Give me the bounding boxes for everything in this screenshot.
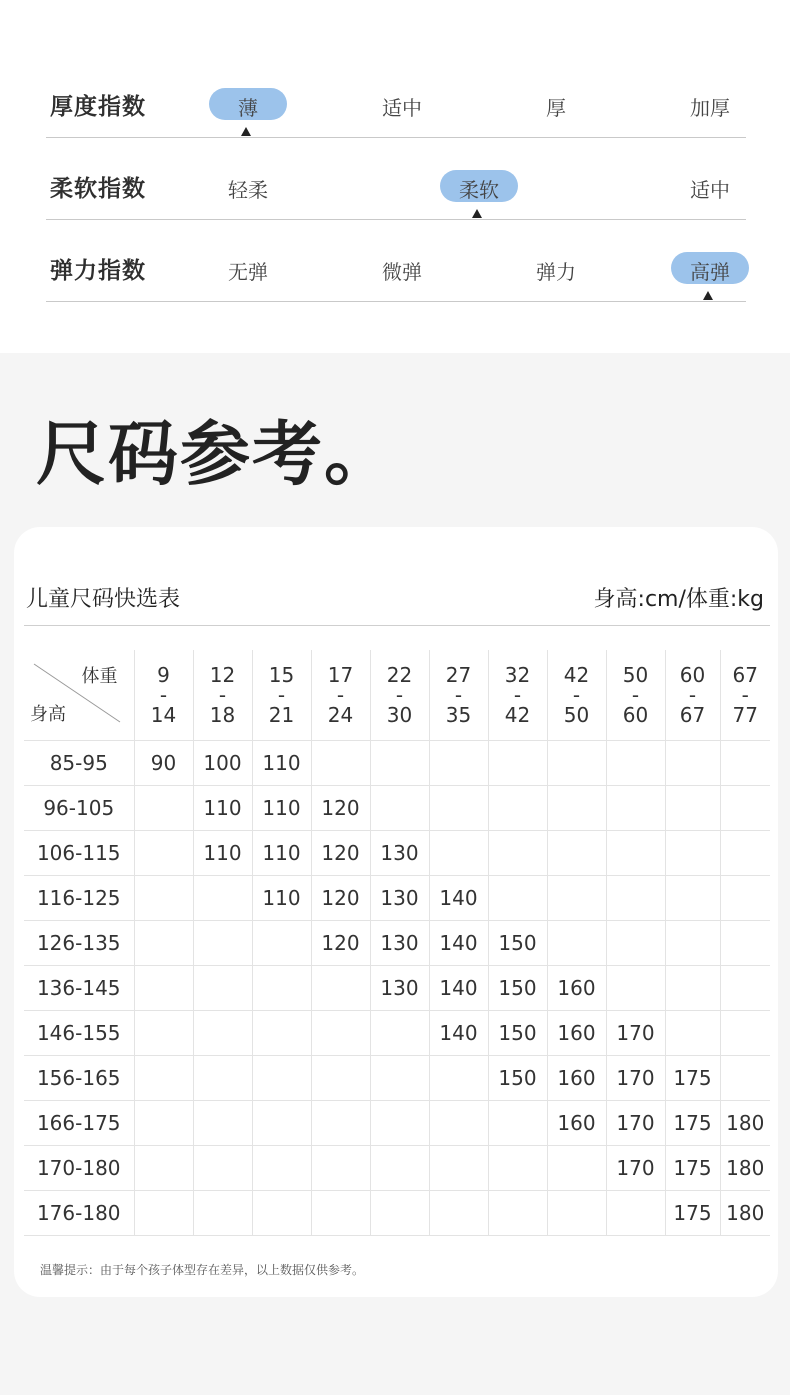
size-chart-title: 儿童尺码快选表 [26,587,181,612]
table-row [24,786,770,831]
size-cell [606,876,665,921]
size-cell [488,1101,547,1146]
option-label: 高弹 [690,260,730,284]
table-row [24,876,770,921]
size-cell: 120 [311,921,370,966]
size-cell [429,831,488,876]
size-cell: 110 [193,786,252,831]
size-cell [606,786,665,831]
size-cell [720,1056,770,1101]
size-cell [193,1191,252,1236]
size-cell [134,876,193,921]
size-cell [665,921,720,966]
weight-range-sep: - [336,683,345,707]
index-title: 柔软指数 [50,176,146,202]
weight-range-header [311,650,370,741]
index-title: 弹力指数 [50,258,146,284]
size-cell [193,1056,252,1101]
size-cell [311,1146,370,1191]
size-cell [370,1056,429,1101]
weight-range-to: 42 [504,703,531,727]
size-cell: 150 [488,921,547,966]
units-label: 身高:cm/体重:kg [593,587,764,612]
option-label: 加厚 [690,96,730,120]
size-cell [193,1011,252,1056]
size-cell [665,1011,720,1056]
weight-range-sep: - [631,683,640,707]
size-cell [547,1146,606,1191]
weight-range-sep: - [218,683,227,707]
size-cell: 140 [429,966,488,1011]
size-cell [720,786,770,831]
size-cell: 170 [606,1011,665,1056]
size-cell [193,966,252,1011]
height-range-cell: 166-175 [24,1101,134,1146]
size-cell [252,921,311,966]
weight-range-from: 60 [679,663,706,687]
size-cell [665,966,720,1011]
table-row [24,921,770,966]
size-cell [370,741,429,786]
size-cell [252,1146,311,1191]
weight-range-from: 42 [563,663,590,687]
size-cell [606,741,665,786]
size-cell [193,876,252,921]
option-label: 轻柔 [228,178,268,202]
weight-range-from: 67 [732,663,758,687]
size-cell: 110 [252,876,311,921]
size-cell: 180 [720,1101,770,1146]
table-row [24,966,770,1011]
size-cell [311,1101,370,1146]
size-cell [488,1191,547,1236]
size-cell [429,741,488,786]
size-cell: 160 [547,1101,606,1146]
weight-range-header [720,650,770,741]
size-cell [134,1101,193,1146]
weight-range-from: 50 [622,663,649,687]
thickness-index-row [46,72,746,154]
size-cell [370,1191,429,1236]
size-cell [665,876,720,921]
size-cell [606,1191,665,1236]
row-divider [46,137,746,138]
weight-range-to: 14 [150,703,177,727]
size-cell [429,1146,488,1191]
size-cell: 120 [311,876,370,921]
weight-range-sep: - [572,683,581,707]
size-cell: 140 [429,921,488,966]
weight-range-to: 24 [327,703,354,727]
option-label: 微弹 [382,260,422,284]
option-label: 适中 [382,96,422,120]
size-cell [547,741,606,786]
size-cell [311,1191,370,1236]
size-cell: 150 [488,1011,547,1056]
option-label: 无弹 [228,260,268,284]
size-cell [311,966,370,1011]
weight-range-sep: - [513,683,522,707]
weight-range-from: 15 [268,663,295,687]
size-cell [134,1056,193,1101]
size-cell [134,1011,193,1056]
size-cell [720,1011,770,1056]
size-cell [720,966,770,1011]
size-reference-heading: 尺码参考。 [36,413,396,495]
size-cell: 170 [606,1056,665,1101]
diagonal-divider-icon [24,650,134,740]
weight-range-to: 77 [732,703,758,727]
size-cell [429,1056,488,1101]
size-cell [547,786,606,831]
indicator-triangle-icon [703,291,713,300]
table-row [24,1146,770,1191]
size-cell [547,921,606,966]
size-cell [370,1011,429,1056]
weight-range-header [547,650,606,741]
size-cell [488,876,547,921]
size-cell: 100 [193,741,252,786]
size-cell: 175 [665,1101,720,1146]
height-range-cell: 170-180 [24,1146,134,1191]
weight-range-from: 32 [504,663,531,687]
size-cell [193,921,252,966]
weight-range-to: 50 [563,703,590,727]
size-cell [311,1011,370,1056]
option-label: 弹力 [536,260,576,284]
size-cell [488,1146,547,1191]
weight-range-sep: - [395,683,404,707]
size-cell [134,786,193,831]
elasticity-index-row [46,236,746,318]
weight-range-from: 9 [157,663,170,687]
size-cell [134,921,193,966]
size-cell [370,786,429,831]
size-cell [252,966,311,1011]
size-cell [429,1191,488,1236]
size-cell [429,1101,488,1146]
weight-range-from: 12 [209,663,236,687]
size-table [24,650,770,1236]
height-range-cell: 96-105 [24,786,134,831]
size-cell: 130 [370,966,429,1011]
size-cell [370,1146,429,1191]
size-chart-card [14,527,778,1297]
size-cell: 130 [370,831,429,876]
height-range-cell: 85-95 [24,741,134,786]
disclaimer-tip: 温馨提示：由于每个孩子体型存在差异，以上数据仅供参考。 [40,1263,365,1277]
size-cell [252,1101,311,1146]
size-cell [720,921,770,966]
option-label: 适中 [690,178,730,202]
height-axis-label: 身高 [30,704,66,725]
size-cell [665,741,720,786]
size-cell [311,741,370,786]
option-label: 薄 [238,96,258,120]
size-cell [311,1056,370,1101]
size-cell: 90 [134,741,193,786]
table-header-row [24,650,770,741]
size-cell: 170 [606,1146,665,1191]
weight-range-to: 18 [209,703,236,727]
size-cell [252,1011,311,1056]
row-divider [46,219,746,220]
height-range-cell: 116-125 [24,876,134,921]
size-cell [193,1101,252,1146]
table-row [24,1056,770,1101]
weight-range-from: 22 [386,663,413,687]
height-range-cell: 176-180 [24,1191,134,1236]
size-cell [665,831,720,876]
size-cell [193,1146,252,1191]
height-range-cell: 136-145 [24,966,134,1011]
size-cell: 120 [311,831,370,876]
weight-axis-label: 体重 [81,666,118,687]
size-cell [429,786,488,831]
size-cell [547,831,606,876]
weight-range-header [252,650,311,741]
size-cell [720,741,770,786]
height-range-cell: 106-115 [24,831,134,876]
weight-range-header [370,650,429,741]
size-cell [134,1191,193,1236]
option-label: 厚 [546,96,566,120]
size-cell [488,786,547,831]
weight-range-to: 67 [679,703,706,727]
size-cell: 130 [370,876,429,921]
size-cell [547,876,606,921]
table-row [24,1011,770,1056]
size-cell: 160 [547,1056,606,1101]
size-cell: 110 [252,786,311,831]
size-cell: 140 [429,876,488,921]
weight-range-to: 35 [445,703,472,727]
size-cell: 175 [665,1191,720,1236]
size-cell: 140 [429,1011,488,1056]
size-cell [370,1101,429,1146]
size-cell [134,831,193,876]
height-range-cell: 126-135 [24,921,134,966]
size-cell [665,786,720,831]
option-label: 柔软 [459,178,499,202]
size-cell: 180 [720,1191,770,1236]
table-row [24,831,770,876]
size-cell [252,1056,311,1101]
size-cell: 180 [720,1146,770,1191]
size-cell [720,876,770,921]
size-cell [488,741,547,786]
size-cell [606,966,665,1011]
size-cell: 120 [311,786,370,831]
indicator-triangle-icon [241,127,251,136]
softness-index-row [46,154,746,236]
size-cell: 150 [488,1056,547,1101]
weight-range-from: 27 [445,663,472,687]
weight-range-to: 21 [268,703,295,727]
size-cell: 130 [370,921,429,966]
size-cell [134,1146,193,1191]
weight-range-header [488,650,547,741]
size-cell: 175 [665,1056,720,1101]
table-row [24,1191,770,1236]
weight-range-to: 60 [622,703,649,727]
size-cell: 175 [665,1146,720,1191]
weight-range-to: 30 [386,703,413,727]
weight-range-sep: - [688,683,697,707]
index-title: 厚度指数 [50,94,146,120]
table-row [24,741,770,786]
height-range-cell: 146-155 [24,1011,134,1056]
title-divider [24,625,770,626]
size-cell: 160 [547,966,606,1011]
weight-range-header [134,650,193,741]
weight-range-header [606,650,665,741]
size-cell: 150 [488,966,547,1011]
size-cell [488,831,547,876]
size-cell [252,1191,311,1236]
weight-range-sep: - [454,683,463,707]
table-row [24,1101,770,1146]
row-divider [46,301,746,302]
size-cell: 110 [252,741,311,786]
height-range-cell: 156-165 [24,1056,134,1101]
size-cell [606,831,665,876]
weight-range-sep: - [277,683,286,707]
size-cell [547,1191,606,1236]
weight-range-header [429,650,488,741]
size-cell: 110 [252,831,311,876]
weight-range-header [665,650,720,741]
weight-range-sep: - [159,683,168,707]
weight-range-sep: - [741,683,749,707]
indicator-triangle-icon [472,209,482,218]
weight-range-from: 17 [327,663,354,687]
size-cell [134,966,193,1011]
corner-header-cell [24,650,134,741]
weight-range-header [193,650,252,741]
size-cell: 170 [606,1101,665,1146]
size-cell: 160 [547,1011,606,1056]
size-cell: 110 [193,831,252,876]
size-cell [606,921,665,966]
size-cell [720,831,770,876]
fabric-index-panel [0,0,790,353]
